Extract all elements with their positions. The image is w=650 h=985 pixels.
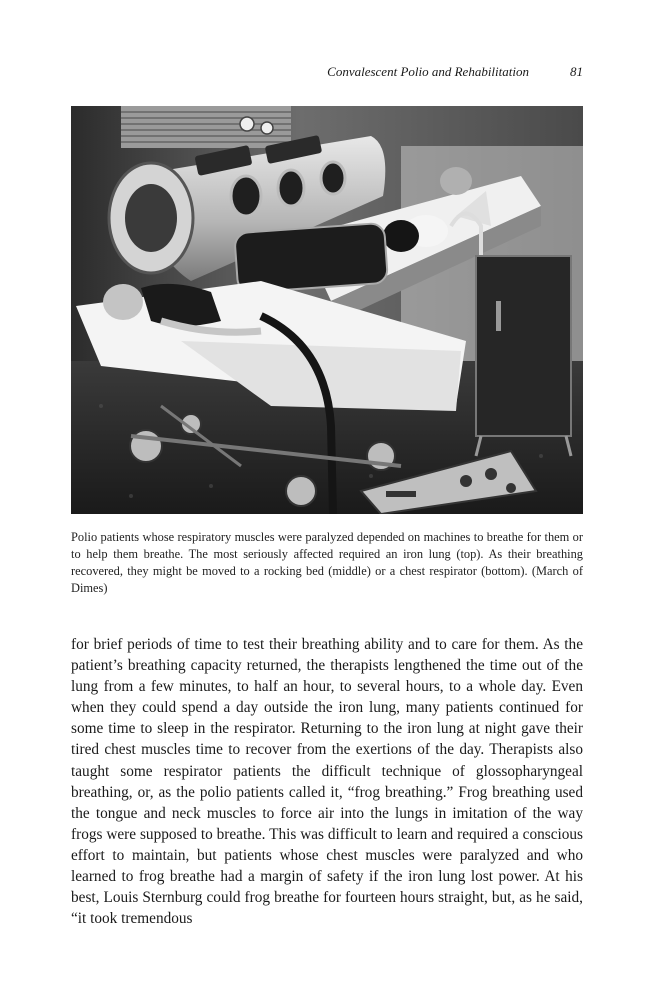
running-title: Convalescent Polio and Rehabilitation	[327, 64, 529, 79]
running-head	[71, 64, 583, 84]
chest-respirator-cabinet	[476, 256, 571, 456]
figure-caption: Polio patients whose respiratory muscles were paralyzed depended on machines to breathe for them or to help them breathe. The most seriously affected required an iron lung (top). As their breathing recovered, they might be moved to a rocking bed (middle) or a chest respirator (bottom). (March of Dimes)	[71, 530, 583, 595]
iron-lung-photograph	[71, 106, 583, 514]
page-number: 81	[570, 64, 583, 79]
body-paragraph: for brief periods of time to test their breathing ability and to care for them. As the patient’s breathing capacity returned, the therapists lengthened the time out of the lung from a few minutes, to half an hour, to several hours, to a whole day. Even when they could spend a day outside the iron lung, many patients continued for some time to sleep in the respirator. Returning to the iron lung at night gave their tired chest muscles time to recover from the exertions of the day. Therapists also taught some respirator patients the difficult technique of glossopharyngeal breathing, or, as the polio patients called it, “frog breathing.” Frog breathing used the tongue and neck muscles to force air into the lungs in imitation of the way frogs were supposed to breathe. This was difficult to learn and required a conscious effort to maintain, but patients whose chest muscles were paralyzed and who learned to frog breathe had a margin of safety if the iron lung lost power. At his best, Louis Sternburg could frog breathe for fourteen hours straight, but, as he said, “it took tremendous	[71, 636, 583, 928]
